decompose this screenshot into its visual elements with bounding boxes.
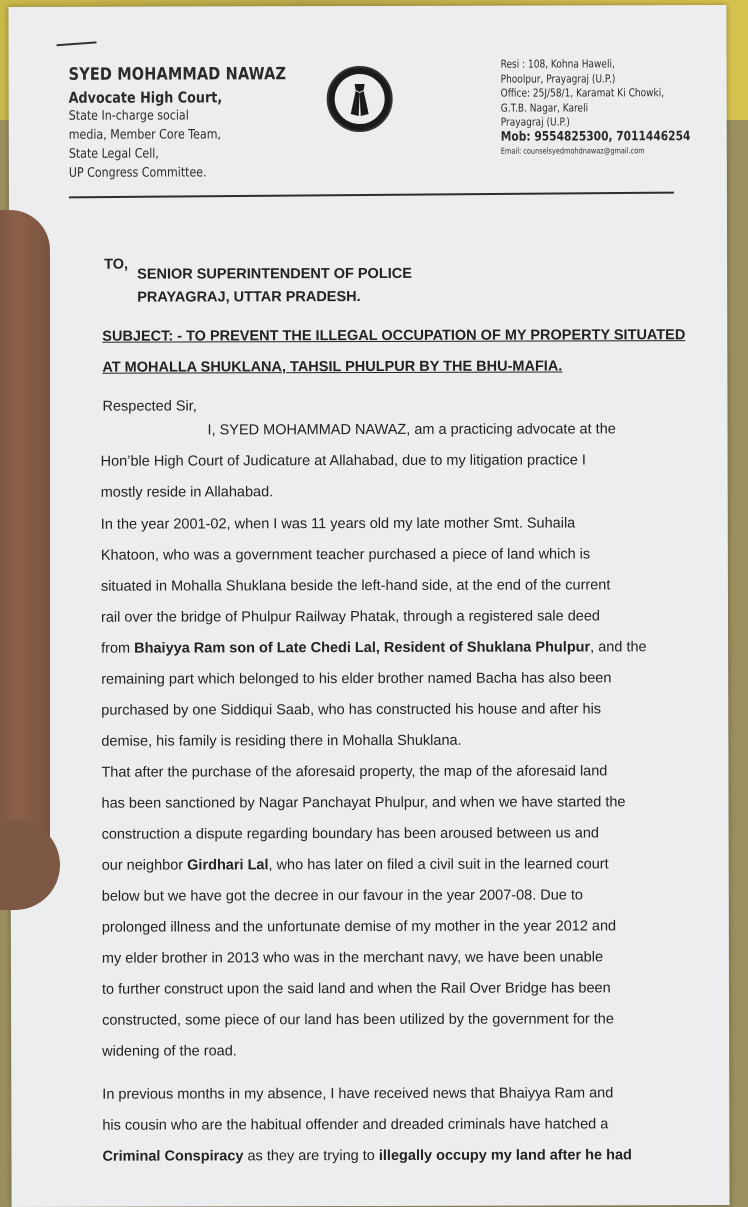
body-line: In previous months in my absence, I have received news that Bhaiyya Ram and xyxy=(102,1085,614,1103)
recipient-line: SENIOR SUPERINTENDENT OF POLICE xyxy=(137,265,412,283)
body-text-span: from xyxy=(101,640,135,657)
body-line: I, SYED MOHAMMAD NAWAZ, am a practicing advocate at the xyxy=(207,421,616,439)
salutation: Respected Sir, xyxy=(102,398,197,415)
body-line: demise, his family is residing there in Mohalla Shuklana. xyxy=(101,732,462,750)
body-text-span: , who has later on filed a civil suit in the learned court xyxy=(268,856,609,874)
subject-line: AT MOHALLA SHUKLANA, TAHSIL PHULPUR BY THE BHU-MAFIA. xyxy=(102,358,563,376)
body-line: situated in Mohalla Shuklana beside the left-hand side, at the end of the current xyxy=(100,577,611,595)
body-line: construction a dispute regarding boundary has been aroused between us and xyxy=(101,825,600,843)
to-label: TO, xyxy=(104,256,129,273)
illegal-occupation-text: illegally occupy my land after he had xyxy=(378,1147,632,1164)
mobile-number: Mob: 9554825300, 7011446254 xyxy=(500,128,691,145)
address-line: Phoolpur, Prayagraj (U.P.) xyxy=(500,71,616,86)
bands-glyph xyxy=(335,74,385,124)
body-line: In the year 2001-02, when I was 11 years old my late mother Smt. Suhaila xyxy=(100,515,576,533)
recipient-line: PRAYAGRAJ, UTTAR PRADESH. xyxy=(137,289,361,306)
criminal-conspiracy-text: Criminal Conspiracy xyxy=(102,1148,244,1165)
body-text-span: our neighbor xyxy=(101,857,188,874)
body-line xyxy=(102,1147,631,1164)
address-line: Resi : 108, Kohna Haweli, xyxy=(500,57,615,71)
address-line: Office: 25J/58/1, Karamat Ki Chowki, xyxy=(500,86,665,100)
body-text-span: as they are trying to xyxy=(243,1147,379,1165)
letterhead-left xyxy=(69,64,325,183)
body-line: Khatoon, who was a government teacher purchased a piece of land which is xyxy=(100,546,591,564)
body-line: That after the purchase of the aforesaid property, the map of the aforesaid land xyxy=(101,763,608,781)
subject-line: SUBJECT: - TO PREVENT THE ILLEGAL OCCUPATION OF MY PROPERTY SITUATED xyxy=(102,327,686,345)
body-line: Hon’ble High Court of Judicature at Allahabad, due to my litigation practice I xyxy=(100,452,586,470)
email-address: Email: counselsyedmohdnawaz@gmail.com xyxy=(500,146,645,156)
body-line: has been sanctioned by Nagar Panchayat Phulpur, and when we have started the xyxy=(101,794,626,812)
body-line xyxy=(101,639,647,656)
body-line: widening of the road. xyxy=(102,1043,237,1060)
pen-mark xyxy=(57,41,97,46)
advocate-title: Advocate High Court, xyxy=(68,88,223,107)
body-text-span: , and the xyxy=(590,639,647,656)
body-line: to further construct upon the said land and when the Rail Over Bridge has been xyxy=(101,980,611,998)
body-line: rail over the bridge of Phulpur Railway Phatak, through a registered sale deed xyxy=(101,608,600,626)
advocate-name: SYED MOHAMMAD NAWAZ xyxy=(68,64,287,85)
letterhead-right xyxy=(501,57,733,159)
advocate-bands-icon xyxy=(327,66,393,132)
body-line: below but we have got the decree in our favour in the year 2007-08. Due to xyxy=(101,887,584,905)
address-line: G.T.B. Nagar, Kareli xyxy=(500,100,589,115)
role-line: media, Member Core Team, xyxy=(68,127,222,143)
address-line: Prayagraj (U.P.) xyxy=(500,115,570,129)
body-line: constructed, some piece of our land has been utilized by the government for the xyxy=(102,1011,614,1029)
role-line: State Legal Cell, xyxy=(68,146,159,162)
body-line: prolonged illness and the unfortunate demise of my mother in the year 2012 and xyxy=(101,918,617,936)
letter-page xyxy=(8,5,729,1207)
body-line: his cousin who are the habitual offender and dreaded criminals have hatched a xyxy=(102,1116,609,1134)
body-line: remaining part which belonged to his elder brother named Bacha has also been xyxy=(101,670,612,688)
neighbor-name: Girdhari Lal xyxy=(187,857,269,874)
role-line: UP Congress Committee. xyxy=(68,165,207,181)
letterhead-divider xyxy=(69,192,674,199)
body-line: mostly reside in Allahabad. xyxy=(100,484,274,501)
body-line: my elder brother in 2013 who was in the merchant navy, we have been unable xyxy=(101,949,604,967)
body-line: purchased by one Siddiqui Saab, who has constructed his house and after his xyxy=(101,701,602,719)
seller-name: Bhaiyya Ram son of Late Chedi Lal, Resident of Shuklana Phulpur xyxy=(134,639,591,657)
role-line: State In-charge social xyxy=(68,108,189,124)
body-line xyxy=(102,856,609,873)
holding-hand xyxy=(0,210,50,910)
